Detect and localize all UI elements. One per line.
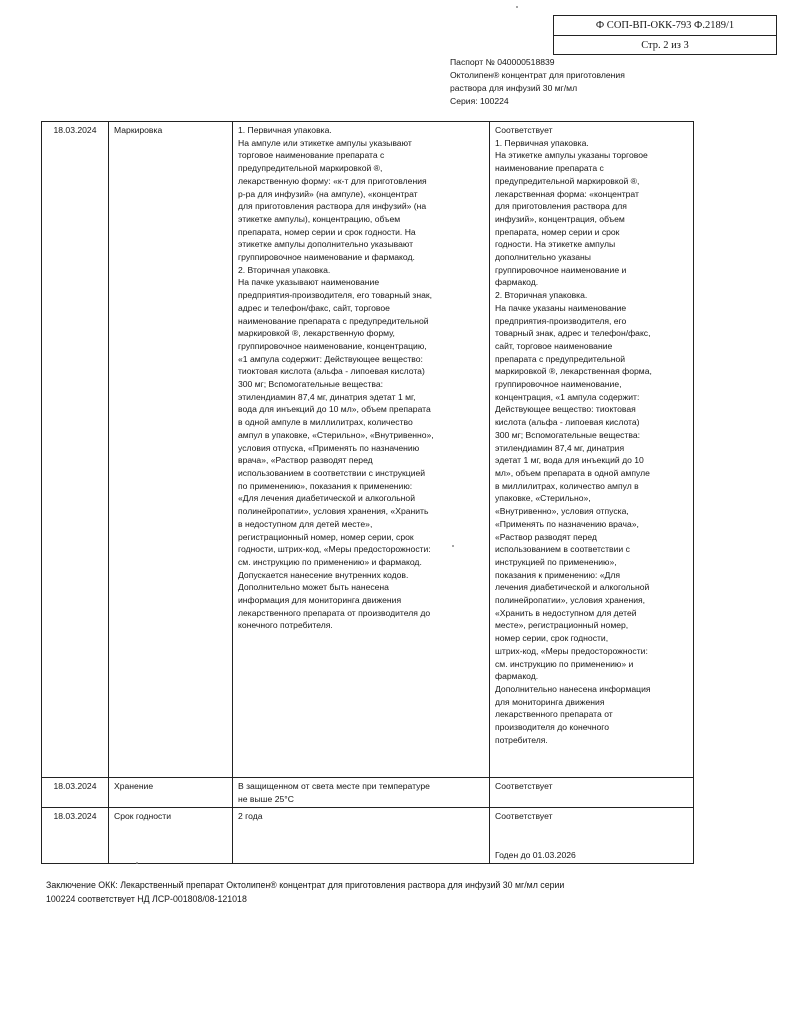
cell-text-line: использованием в соответствии с инструкцией xyxy=(238,467,426,478)
cell-text-line: концентрация, «1 ампула содержит: xyxy=(495,391,640,402)
cell-text-line: ампул в упаковке, «Стерильно», «Внутривенно», xyxy=(238,429,434,440)
cell-text-line: использованием в соответствии с xyxy=(495,544,630,555)
cell-text-line: На пачке указаны наименование xyxy=(495,302,627,313)
cell-text-line: инструкцией по применению», xyxy=(495,556,617,567)
cell-text-line xyxy=(495,823,688,836)
conclusion xyxy=(46,878,564,906)
cell-text-line: этилендиамин 87,4 мг, динатрия xyxy=(495,442,625,453)
cell-text-line: 2. Вторичная упаковка. xyxy=(238,264,331,275)
cell-text-line: см. инструкцию по применению» и xyxy=(495,658,634,669)
cell-text-line: наименование препарата с предупредительной xyxy=(238,315,429,326)
cell-text-line: препарата, номер серии и срок годности. На xyxy=(238,226,416,237)
scan-speck xyxy=(136,862,138,864)
cell-text-line: наименование препарата с xyxy=(495,163,604,174)
cell-text-line: регистрационный номер, номер серии, срок xyxy=(238,531,414,542)
cell-text-line: по применению», показания к применению: xyxy=(238,480,413,491)
cell-text-line: упаковке, «Стерильно», xyxy=(495,493,591,504)
cell-text-line: «1 ампула содержит: Действующее вещество: xyxy=(238,353,423,364)
cell-text-line: в миллилитрах, количество ампул в xyxy=(495,480,639,491)
conclusion-line-1: Заключение ОКК: Лекарственный препарат Октолипен® концентрат для приготовления раствора для инфузий 30 мг/мл серии xyxy=(46,880,565,890)
row-result xyxy=(490,778,694,808)
cell-text-line: 2 года xyxy=(238,811,263,822)
cell-text-line: группировочное наименование и xyxy=(495,264,627,275)
cell-text-line: в недоступном для детей месте», xyxy=(238,518,373,529)
cell-text-line: этикетке ампулы дополнительно указывают xyxy=(238,239,414,250)
cell-text-line: годности, штрих-код, «Меры предосторожности: xyxy=(238,544,431,555)
cell-text-line: На этикетке ампулы указаны торговое xyxy=(495,150,648,161)
form-code: Ф СОП-ВП-ОКК-793 Ф.2189/1 xyxy=(595,20,735,31)
cell-text-line: Дополнительно может быть нанесена xyxy=(238,582,389,593)
cell-text-line: этикетке ампулы), концентрацию, объем xyxy=(238,213,401,224)
row-indicator: Хранение xyxy=(109,778,233,808)
cell-text-line: 1. Первичная упаковка. xyxy=(238,125,332,135)
cell-text-line: в одной ампуле в миллилитрах, количество xyxy=(238,417,413,428)
cell-text-line: группировочное наименование, концентрацию, xyxy=(238,340,427,351)
cell-text-line: эдетат 1 мг, вода для инъекций до 10 xyxy=(495,455,644,466)
form-code-box xyxy=(553,15,777,55)
cell-text-line: препарата с предупредительной xyxy=(495,353,626,364)
cell-text-line: потребителя. xyxy=(495,734,548,745)
cell-text-line: лекарственную форму: «к-т для приготовления xyxy=(238,175,427,186)
passport-number: Паспорт № 040000518839 xyxy=(450,57,555,67)
table-row xyxy=(42,122,694,778)
cell-text-line: адрес и телефон/факс, сайт, торговое xyxy=(238,302,390,313)
cell-text-line: сайт, торговое наименование xyxy=(495,340,613,351)
cell-text-line: инфузий», концентрация, объем xyxy=(495,213,625,224)
row-result xyxy=(490,808,694,864)
cell-text-line: полинейропатии», условия хранения, xyxy=(495,595,646,606)
cell-text-line: не выше 25°С xyxy=(238,793,294,804)
cell-text-line: дополнительно указаны xyxy=(495,252,591,263)
cell-text-line: кислота (альфа - липоевая кислота) xyxy=(495,417,640,428)
cell-text-line: На пачке указывают наименование xyxy=(238,277,380,288)
cell-text-line: фармакод. xyxy=(495,277,539,288)
cell-text-line: р-ра для инфузий» (на ампуле), «концентрат xyxy=(238,188,418,199)
cell-text-line: штрих-код, «Меры предосторожности: xyxy=(495,645,648,656)
cell-text-line: годности. На этикетке ампулы xyxy=(495,239,616,250)
cell-text-line: маркировкой ®, лекарственная форма, xyxy=(495,366,652,377)
cell-text-line: «Применять по назначению врача», xyxy=(495,518,639,529)
cell-text-line: лекарственного препарата от производителя до xyxy=(238,607,431,618)
cell-text-line: группировочное наименование, xyxy=(495,379,622,390)
cell-text-line: фармакод. xyxy=(495,671,539,682)
cell-text-line: Годен до 01.03.2026 xyxy=(495,849,576,860)
row-requirement xyxy=(233,808,490,864)
scan-speck xyxy=(452,545,454,547)
cell-text-line: На ампуле или этикетке ампулы указывают xyxy=(238,137,412,148)
row-date: 18.03.2024 xyxy=(42,808,109,864)
cell-text-line xyxy=(495,836,688,849)
cell-text-line: тиоктовая кислота (альфа - липоевая кислота) xyxy=(238,366,425,377)
passport-info xyxy=(450,56,625,108)
cell-text-line: Действующее вещество: тиоктовая xyxy=(495,404,636,415)
cell-text-line: врача», «Раствор разводят перед xyxy=(238,455,373,466)
row-date: 18.03.2024 xyxy=(42,122,109,778)
cell-text-line: Соответствует xyxy=(495,811,553,822)
cell-text-line: этилендиамин 87,4 мг, динатрия эдетат 1 мг, xyxy=(238,391,416,402)
cell-text-line: конечного потребителя. xyxy=(238,620,333,631)
cell-text-line: товарный знак, адрес и телефон/факс, xyxy=(495,328,651,339)
cell-text-line: вода для инъекций до 10 мл», объем препарата xyxy=(238,404,431,415)
cell-text-line: для приготовления раствора для инфузий» (на xyxy=(238,201,427,212)
cell-text-line: лекарственного препарата от xyxy=(495,709,613,720)
cell-text-line: информация для мониторинга движения xyxy=(238,595,402,606)
conclusion-line-2: 100224 соответствует НД ЛСР-001808/08-121018 xyxy=(46,894,247,904)
cell-text-line: препарата, номер серии и срок xyxy=(495,226,620,237)
cell-text-line: Соответствует xyxy=(495,781,553,791)
cell-text-line: Дополнительно нанесена информация xyxy=(495,683,651,694)
cell-text-line: маркировкой ®, лекарственную форму, xyxy=(238,328,395,339)
cell-text-line: «Раствор разводят перед xyxy=(495,531,597,542)
test-results-table xyxy=(41,121,694,864)
cell-text-line: «Хранить в недоступном для детей xyxy=(495,607,637,618)
cell-text-line: предприятия-производителя, его xyxy=(495,315,627,326)
cell-text-line: номер серии, срок годности, xyxy=(495,633,609,644)
cell-text-line: Допускается нанесение внутренних кодов. xyxy=(238,569,409,580)
cell-text-line: полинейропатии», условия хранения, «Хранить xyxy=(238,506,429,517)
cell-text-line: условия отпуска, «Применять по назначению xyxy=(238,442,420,453)
cell-text-line: группировочное наименование и фармакод. xyxy=(238,252,415,263)
cell-text-line: «Для лечения диабетической и алкогольной xyxy=(238,493,416,504)
scan-speck xyxy=(516,6,518,8)
cell-text-line: «Внутривенно», условия отпуска, xyxy=(495,506,629,517)
batch-number: Серия: 100224 xyxy=(450,96,509,106)
cell-text-line: мл», объем препарата в одной ампуле xyxy=(495,467,650,478)
product-name-line-2: раствора для инфузий 30 мг/мл xyxy=(450,83,578,93)
cell-text-line: см. инструкцию по применению» и фармакод. xyxy=(238,556,422,567)
cell-text-line: для приготовления раствора для xyxy=(495,201,627,212)
cell-text-line: показания к применению: «Для xyxy=(495,569,620,580)
cell-text-line: лекарственная форма: «концентрат xyxy=(495,188,639,199)
row-date: 18.03.2024 xyxy=(42,778,109,808)
cell-text-line: месте», регистрационный номер, xyxy=(495,620,629,631)
row-requirement xyxy=(233,122,490,778)
cell-text-line: 1. Первичная упаковка. xyxy=(495,137,589,148)
cell-text-line: В защищенном от света месте при температуре xyxy=(238,781,430,791)
row-indicator: Маркировка xyxy=(109,122,233,778)
table-row xyxy=(42,778,694,808)
row-requirement xyxy=(233,778,490,808)
product-name-line-1: Октолипен® концентрат для приготовления xyxy=(450,70,625,80)
cell-text-line: предприятия-производителя, его товарный знак, xyxy=(238,290,433,301)
page-number: Стр. 2 из 3 xyxy=(554,35,776,55)
cell-text-line: Соответствует xyxy=(495,125,553,135)
cell-text-line: для мониторинга движения xyxy=(495,696,605,707)
table-row xyxy=(42,808,694,864)
cell-text-line: лечения диабетической и алкогольной xyxy=(495,582,650,593)
cell-text-line: производителя до конечного xyxy=(495,722,610,733)
cell-text-line: предупредительной маркировкой ®, xyxy=(495,175,640,186)
row-indicator: Срок годности xyxy=(109,808,233,864)
cell-text-line: торговое наименование препарата с xyxy=(238,150,385,161)
cell-text-line: 2. Вторичная упаковка. xyxy=(495,290,588,301)
cell-text-line: 300 мг; Вспомогательные вещества: xyxy=(238,379,384,390)
cell-text-line: предупредительной маркировкой ®, xyxy=(238,163,383,174)
row-result xyxy=(490,122,694,778)
cell-text-line: 300 мг; Вспомогательные вещества: xyxy=(495,429,641,440)
